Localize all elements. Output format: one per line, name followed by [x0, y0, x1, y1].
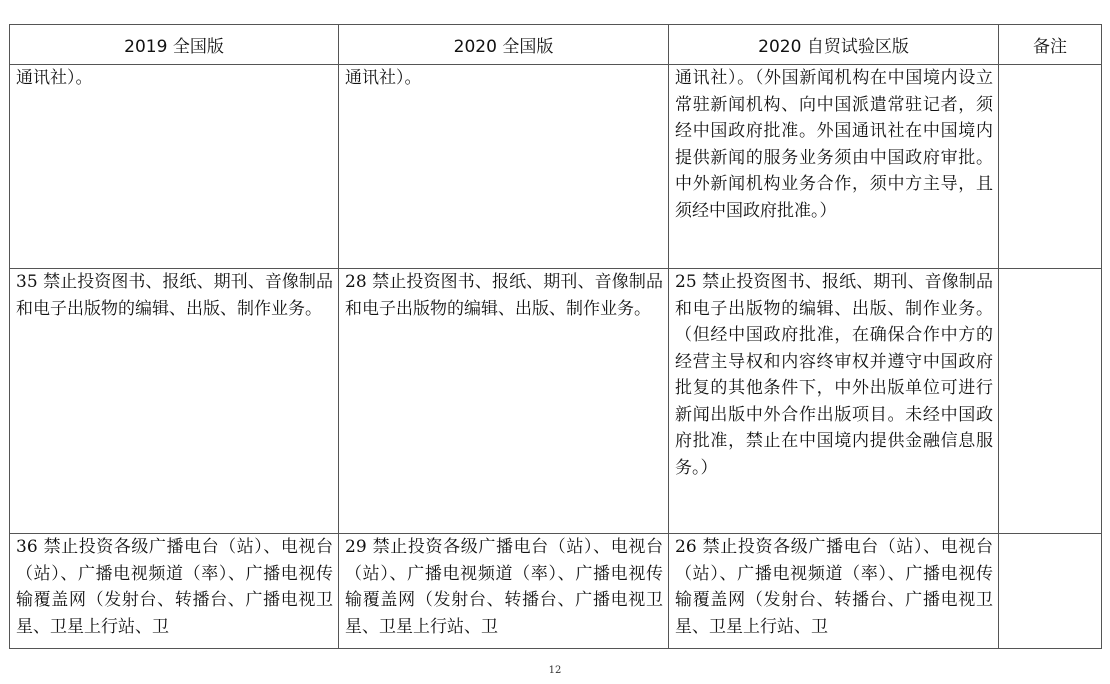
table-cell: 通讯社）。 [10, 65, 339, 269]
header-remarks: 备注 [999, 25, 1102, 65]
table-cell-wrapper [339, 534, 669, 649]
header-2020-ftz: 2020 自贸试验区版 [669, 25, 999, 65]
header-row [10, 25, 1102, 65]
header-2019-national: 2019 全国版 [10, 25, 339, 65]
table-cell: 35 禁止投资图书、报纸、期刊、音像制品和电子出版物的编辑、出版、制作业务。 [10, 269, 339, 534]
table-cell: 29 禁止投资各级广播电台（站）、电视台（站）、广播电视频道（率）、广播电视传输覆盖网（发射台、转播台、广播电视卫星、卫星上行站、卫 [345, 537, 663, 637]
table-cell-remarks [999, 534, 1102, 649]
table-cell-wrapper [669, 534, 999, 649]
table-cell: 36 禁止投资各级广播电台（站）、电视台（站）、广播电视频道（率）、广播电视传输覆盖网（发射台、转播台、广播电视卫星、卫星上行站、卫 [16, 537, 333, 637]
table-cell-remarks [999, 65, 1102, 269]
table-cell: 通讯社）。（外国新闻机构在中国境内设立常驻新闻机构、向中国派遣常驻记者，须经中国政府批准。外国通讯社在中国境内提供新闻的服务业务须由中国政府审批。中外新闻机构业务合作，须中方主导，且须经中国政府批准。） [669, 65, 999, 269]
table-row [10, 65, 1102, 269]
page-number: 12 [548, 665, 562, 676]
table-row [10, 534, 1102, 649]
table-cell: 26 禁止投资各级广播电台（站）、电视台（站）、广播电视频道（率）、广播电视传输覆盖网（发射台、转播台、广播电视卫星、卫星上行站、卫 [675, 537, 993, 637]
regulation-comparison-table [9, 24, 1102, 649]
table-cell: 通讯社）。 [339, 65, 669, 269]
table-cell: 28 禁止投资图书、报纸、期刊、音像制品和电子出版物的编辑、出版、制作业务。 [339, 269, 669, 534]
table-cell-wrapper [10, 534, 339, 649]
header-2020-national: 2020 全国版 [339, 25, 669, 65]
table-cell: 25 禁止投资图书、报纸、期刊、音像制品和电子出版物的编辑、出版、制作业务。（但经中国政府批准，在确保合作中方的经营主导权和内容终审权并遵守中国政府批复的其他条件下，中外出版单位可进行新闻出版中外合作出版项目。未经中国政府批准，禁止在中国境内提供金融信息服务。） [669, 269, 999, 534]
table-cell-remarks [999, 269, 1102, 534]
table-row [10, 269, 1102, 534]
